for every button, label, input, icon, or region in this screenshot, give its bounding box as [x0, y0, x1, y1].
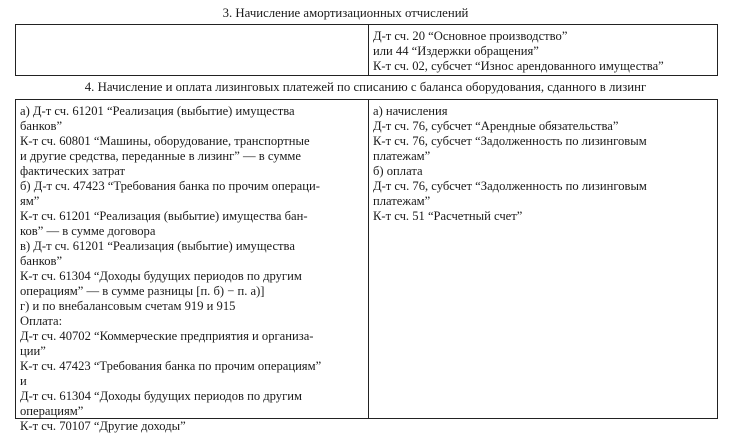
section-4-right-line: К-т сч. 76, субсчет “Задолженность по лизинговым — [373, 134, 647, 148]
section-3-right-cell — [369, 25, 717, 75]
section-4-left-line: Д-т сч. 61304 “Доходы будущих периодов по другим — [20, 389, 302, 403]
section-4-table — [15, 99, 718, 433]
section-4-left-line: в) Д-т сч. 61201 “Реализация (выбытие) имущества — [20, 239, 295, 253]
section-4-left-line: и — [20, 374, 27, 388]
section-4-left-line: а) Д-т сч. 61201 “Реализация (выбытие) имущества — [20, 104, 295, 118]
section-4-left-line: ции” — [20, 344, 46, 358]
section-4-left-line: и другие средства, переданные в лизинг” — в сумме — [20, 149, 301, 163]
section-3-right-line: Д-т сч. 20 “Основное производство” — [373, 29, 568, 43]
section-4-left-line: операциям” — в сумме разницы [п. б) − п. а)] — [20, 284, 265, 298]
section-4-left-line: К-т сч. 60801 “Машины, оборудование, транспортные — [20, 134, 310, 148]
section-3-right-line: К-т сч. 02, субсчет “Износ арендованного имущества” — [373, 59, 664, 73]
section-4-left-line: К-т сч. 61304 “Доходы будущих периодов по другим — [20, 269, 302, 283]
section-3-left-cell — [16, 25, 369, 75]
section-4-right-line: К-т сч. 51 “Расчетный счет” — [373, 209, 523, 223]
section-4-left-line: операциям” — [20, 404, 84, 418]
section-4-left-line: банков” — [20, 254, 63, 268]
section-4-left-cell — [16, 100, 369, 433]
section-4-right-line: платежам” — [373, 194, 431, 208]
section-4-left-line: Д-т сч. 40702 “Коммерческие предприятия и организа- — [20, 329, 314, 343]
section-4-left-line: ям” — [20, 194, 40, 208]
section-3-right-line: или 44 “Издержки обращения” — [373, 44, 539, 58]
section-4-left-line: б) Д-т сч. 47423 “Требования банка по прочим операци- — [20, 179, 320, 193]
section-4-right-line: Д-т сч. 76, субсчет “Задолженность по лизинговым — [373, 179, 647, 193]
section-4-right-cell — [369, 100, 717, 418]
section-4-right-line: платежам” — [373, 149, 431, 163]
section-4-right-line: б) оплата — [373, 164, 423, 178]
section-3-table — [15, 24, 718, 76]
section-4-left-line: К-т сч. 47423 “Требования банка по прочим операциям” — [20, 359, 322, 373]
section-3-heading: 3. Начисление амортизационных отчислений — [222, 6, 469, 20]
section-4-left-line: фактических затрат — [20, 164, 126, 178]
section-4-left-line: г) и по внебалансовым счетам 919 и 915 — [20, 299, 236, 313]
section-4-left-line: К-т сч. 70107 “Другие доходы” — [20, 419, 186, 433]
section-4-left-line: Оплата: — [20, 314, 63, 328]
section-4-heading: 4. Начисление и оплата лизинговых платежей по списанию с баланса оборудования, сданного в лизинг — [84, 80, 647, 94]
section-4-right-line: Д-т сч. 76, субсчет “Арендные обязательства” — [373, 119, 619, 133]
section-4-left-line: банков” — [20, 119, 63, 133]
section-4-left-line: ков” — в сумме договора — [20, 224, 156, 238]
section-4-right-line: а) начисления — [373, 104, 448, 118]
section-4-left-line: К-т сч. 61201 “Реализация (выбытие) имущества бан- — [20, 209, 308, 223]
